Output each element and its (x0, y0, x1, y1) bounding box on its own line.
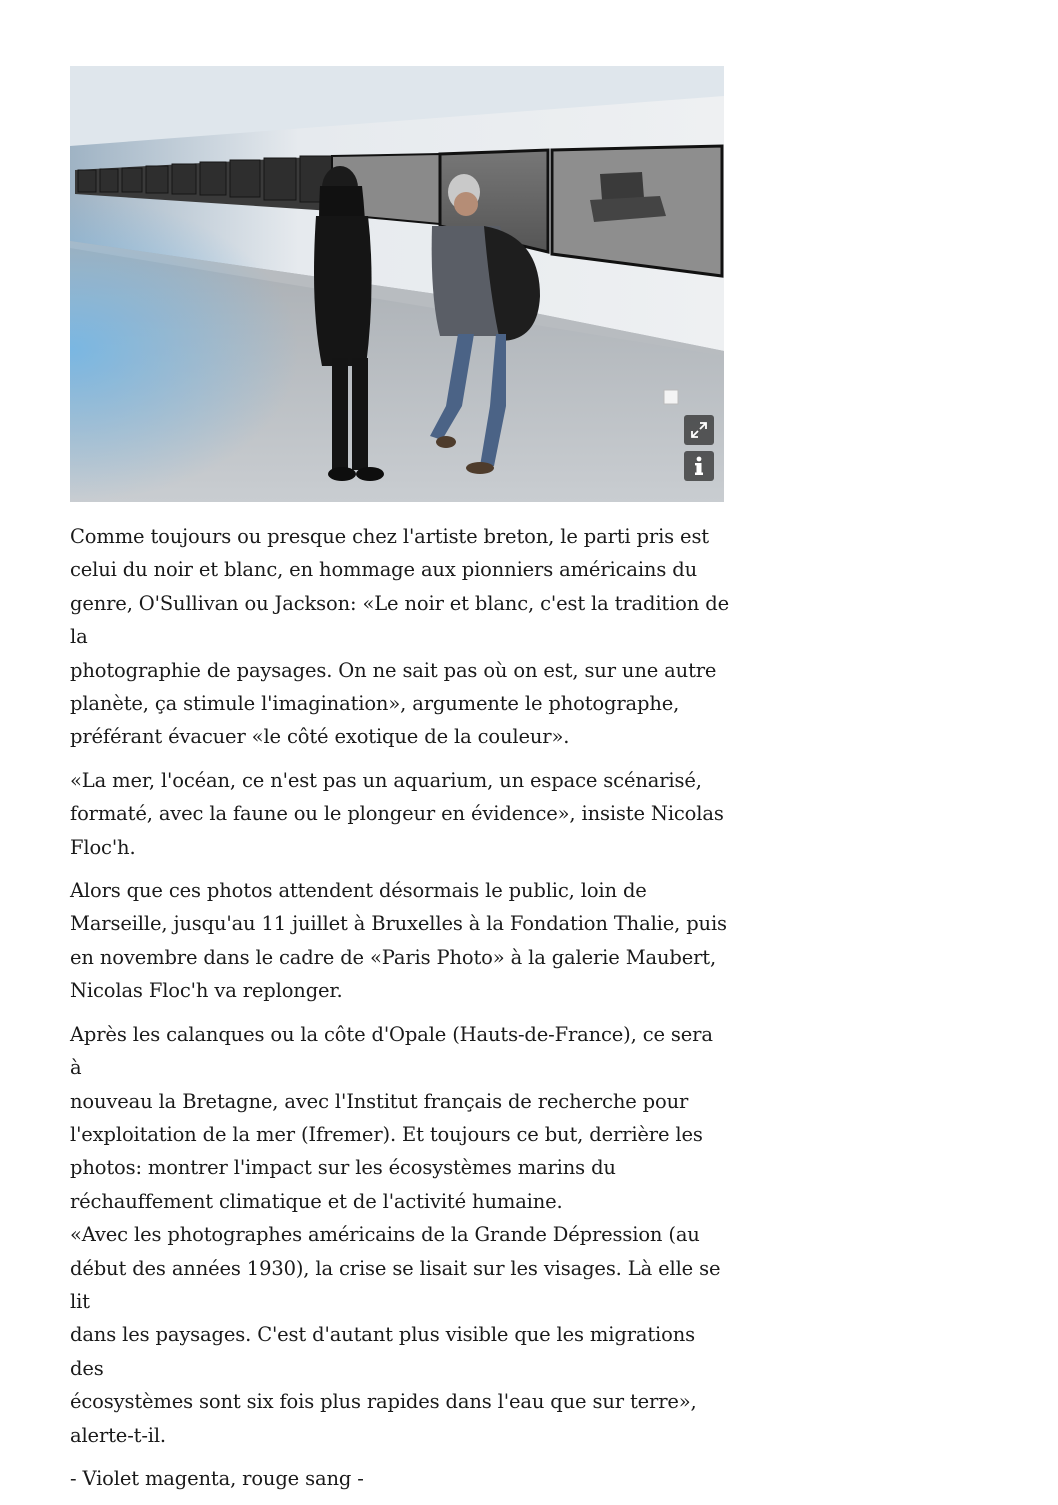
photo-info-button[interactable] (684, 451, 714, 481)
article-paragraph: Comme toujours ou presque chez l'artiste breton, le parti pris est celui du noir et blanc, en hommage aux pionniers américains du genre, O'Sullivan ou Jackson: «Le noir et blanc, c'est la tradition de la photographie de paysages. On ne sait pas où on est, sur une autre planète, ça stimule l'imagination», argumente le photographe, préférant évacuer «le côté exotique de la couleur». (70, 525, 729, 749)
article-paragraph: «Avec les photographes américains de la Grande Dépression (au début des années 1930), la crise se lisait sur les visages. Là elle se lit dans les paysages. C'est d'autant plus visible que les migrations des écosystèmes sont six fois plus rapides dans l'eau que sur terre», alerte-t-il. (70, 1223, 721, 1447)
expand-photo-button[interactable] (684, 415, 714, 445)
article (70, 66, 730, 1505)
info-icon (689, 455, 709, 477)
article-photo[interactable] (70, 66, 724, 502)
expand-arrows-icon (689, 420, 709, 440)
article-body (70, 520, 730, 1495)
section-subheading: - Violet magenta, rouge sang - (70, 1466, 364, 1490)
article-paragraph: «La mer, l'océan, ce n'est pas un aquarium, un espace scénarisé, formaté, avec la faune ou le plongeur en évidence», insiste Nicolas Floc'h. (70, 768, 724, 859)
article-paragraph: Alors que ces photos attendent désormais le public, loin de Marseille, jusqu'au 11 juillet à Bruxelles à la Fondation Thalie, puis en novembre dans le cadre de «Paris Photo» à la galerie Maubert, Nicolas Floc'h va replonger. (70, 879, 727, 1003)
article-paragraph: Après les calanques ou la côte d'Opale (Hauts-de-France), ce sera à nouveau la Bretagne, avec l'Institut français de recherche pour l'exploitation de la mer (Ifremer). Et toujours ce but, derrière les photos: montrer l'impact sur les écosystèmes marins du réchauffement climatique et de l'activité humaine. (70, 1022, 713, 1213)
gallery-photo-image (70, 66, 724, 502)
